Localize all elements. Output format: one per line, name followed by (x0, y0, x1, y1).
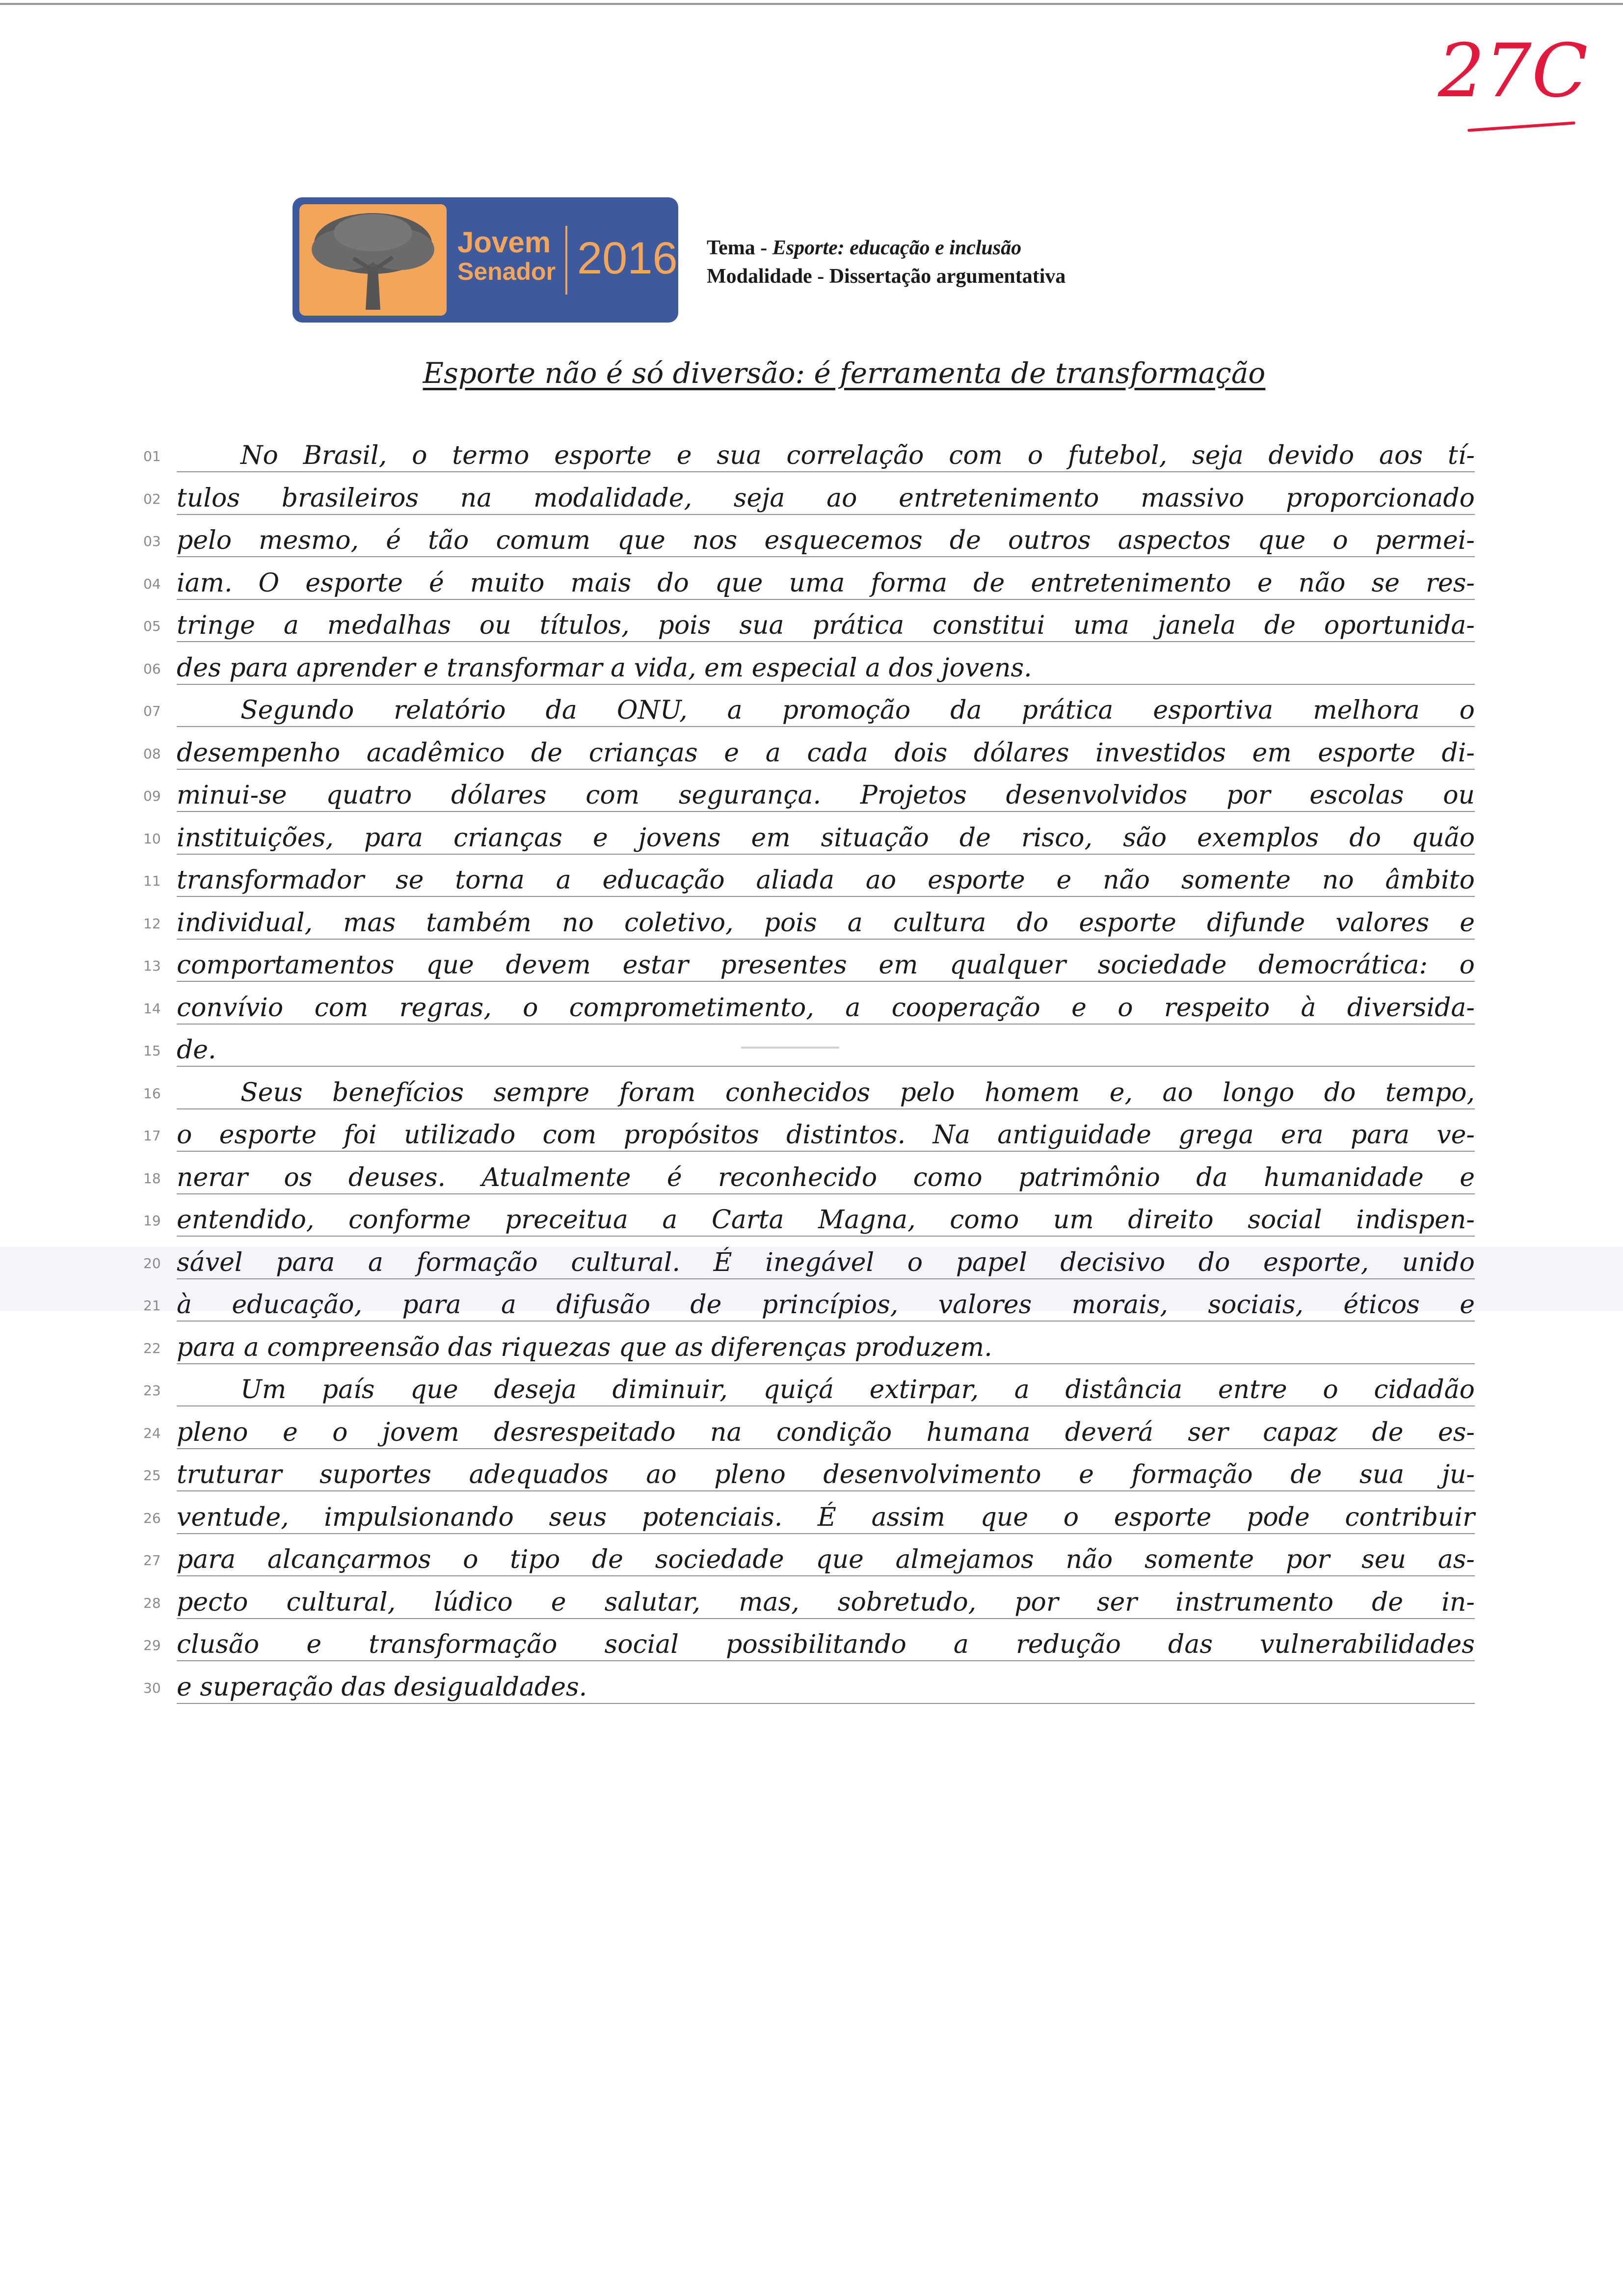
essay-line (0, 768, 1623, 812)
line-text: instituições, para crianças e jovens em situação de risco, são exemplos do quão (177, 823, 1475, 853)
line-text: clusão e transformação social possibilitando a redução das vulnerabilidades (177, 1630, 1475, 1659)
line-text: e superação das desigualdades. (177, 1672, 587, 1702)
line-number: 06 (143, 660, 161, 677)
logo-divider (565, 226, 567, 295)
line-number: 09 (143, 788, 161, 804)
essay-line (0, 1575, 1623, 1619)
line-number: 25 (143, 1467, 161, 1484)
line-text: comportamentos que devem estar presentes em qualquer sociedade democrática: o (177, 950, 1475, 980)
line-text: pleno e o jovem desrespeitado na condição humana deverá ser capaz de es- (177, 1417, 1475, 1447)
line-text: convívio com regras, o comprometimento, a cooperação e o respeito à diversida- (177, 993, 1475, 1023)
line-text: de. (177, 1035, 216, 1065)
essay-line (0, 428, 1623, 472)
line-text: ventude, impulsionando seus potenciais. É assim que o esporte pode contribuir (177, 1502, 1475, 1532)
essay-line (0, 810, 1623, 855)
line-text: para alcançarmos o tipo de sociedade que almejamos não somente por seu as- (177, 1545, 1475, 1574)
essay-line (0, 1023, 1623, 1067)
essay-line (0, 513, 1623, 557)
jovem-senador-logo (293, 197, 678, 323)
essay-line (0, 1362, 1623, 1406)
line-text: entendido, conforme preceitua a Carta Magna, como um direito social indispen- (177, 1205, 1475, 1235)
line-number: 23 (143, 1382, 161, 1399)
line-number: 11 (143, 873, 161, 889)
line-number: 28 (143, 1594, 161, 1611)
line-number: 21 (143, 1297, 161, 1314)
line-text: iam. O esporte é muito mais do que uma forma de entretenimento e não se res- (177, 568, 1475, 598)
line-text: Segundo relatório da ONU, a promoção da prática esportiva melhora o (240, 696, 1475, 725)
essay-line (0, 471, 1623, 515)
line-number: 04 (143, 575, 161, 592)
line-text: truturar suportes adequados ao pleno desenvolvimento e formação de sua ju- (177, 1460, 1475, 1489)
line-text: desempenho acadêmico de crianças e a cada dois dólares investidos em esporte di- (177, 738, 1475, 768)
line-number: 08 (143, 745, 161, 762)
essay-line (0, 1235, 1623, 1279)
line-number: 05 (143, 618, 161, 634)
line-number: 15 (143, 1043, 161, 1059)
essay-line (0, 1490, 1623, 1534)
line-number: 13 (143, 958, 161, 974)
tree-icon (299, 204, 447, 316)
line-text: nerar os deuses. Atualmente é reconhecido como patrimônio da humanidade e (177, 1162, 1475, 1192)
line-text: transformador se torna a educação aliada ao esporte e não somente no âmbito (177, 865, 1475, 895)
line-text: des para aprender e transformar a vida, em especial a dos jovens. (177, 653, 1032, 683)
essay-line (0, 556, 1623, 600)
line-number: 16 (143, 1085, 161, 1102)
line-text: pecto cultural, lúdico e salutar, mas, sobretudo, por ser instrumento de in- (177, 1587, 1475, 1617)
essay-line (0, 1447, 1623, 1491)
grade-mark: 27C (1438, 28, 1588, 114)
essay-line (0, 1320, 1623, 1364)
line-text: à educação, para a difusão de princípios, valores morais, sociais, éticos e (177, 1290, 1475, 1320)
essay-line (0, 1532, 1623, 1576)
line-number: 20 (143, 1255, 161, 1271)
line-number: 30 (143, 1679, 161, 1696)
essay-line (0, 683, 1623, 727)
line-text: tringe a medalhas ou títulos, pois sua prática constitui uma janela de oportunida- (177, 611, 1475, 640)
essay-line (0, 1660, 1623, 1704)
line-text: minui-se quatro dólares com segurança. Projetos desenvolvidos por escolas ou (177, 781, 1475, 810)
line-text: No Brasil, o termo esporte e sua correlação com o futebol, seja devido aos tí- (240, 441, 1475, 470)
line-number: 14 (143, 1000, 161, 1017)
line-number: 07 (143, 703, 161, 719)
line-number: 24 (143, 1425, 161, 1441)
line-number: 19 (143, 1213, 161, 1229)
logo-jovem: Jovem (457, 226, 551, 259)
line-text: Um país que deseja diminuir, quiçá extirpar, a distância entre o cidadão (240, 1375, 1475, 1405)
essay-line (0, 641, 1623, 685)
logo-year: 2016 (577, 233, 678, 283)
line-number: 12 (143, 915, 161, 932)
essay-line (0, 938, 1623, 982)
top-border (0, 3, 1623, 5)
logo-senador: Senador (457, 258, 556, 285)
line-number: 18 (143, 1170, 161, 1187)
line-number: 29 (143, 1637, 161, 1653)
essay-meta (707, 234, 1065, 291)
essay-line (0, 1405, 1623, 1449)
line-text: pelo mesmo, é tão comum que nos esquecemos de outros aspectos que o permei- (177, 526, 1475, 555)
line-number: 01 (143, 448, 161, 464)
essay-line (0, 1277, 1623, 1322)
essay-line (0, 1150, 1623, 1194)
line-text: sável para a formação cultural. É inegável o papel decisivo do esporte, unido (177, 1247, 1475, 1277)
essay-line (0, 853, 1623, 897)
grade-underline (1467, 121, 1575, 132)
meta-modalidade: Modalidade - Dissertação argumentativa (707, 265, 1066, 288)
essay-line (0, 980, 1623, 1025)
essay-line (0, 1192, 1623, 1237)
ruling-line (177, 1703, 1475, 1704)
essay-title: Esporte não é só diversão: é ferramenta de transformação (423, 356, 1266, 390)
line-text: para a compreensão das riquezas que as diferenças produzem. (177, 1332, 992, 1362)
line-text: individual, mas também no coletivo, pois a cultura do esporte difunde valores e (177, 908, 1475, 938)
essay-line (0, 1107, 1623, 1152)
essay-line (0, 726, 1623, 770)
line-number: 03 (143, 533, 161, 549)
essay-line (0, 598, 1623, 642)
line-text: Seus benefícios sempre foram conhecidos pelo homem e, ao longo do tempo, (240, 1078, 1475, 1107)
line-number: 22 (143, 1340, 161, 1356)
line-number: 02 (143, 490, 161, 507)
line-text: tulos brasileiros na modalidade, seja ao entretenimento massivo proporcionado (177, 483, 1475, 513)
meta-tema: Tema - Esporte: educação e inclusão (707, 237, 1022, 259)
line-number: 17 (143, 1128, 161, 1144)
essay-line (0, 1617, 1623, 1661)
essay-line (0, 1065, 1623, 1109)
line-number: 26 (143, 1510, 161, 1526)
essay-line (0, 895, 1623, 940)
line-number: 27 (143, 1552, 161, 1568)
line-text: o esporte foi utilizado com propósitos distintos. Na antiguidade grega era para ve- (177, 1120, 1475, 1150)
line-number: 10 (143, 830, 161, 847)
